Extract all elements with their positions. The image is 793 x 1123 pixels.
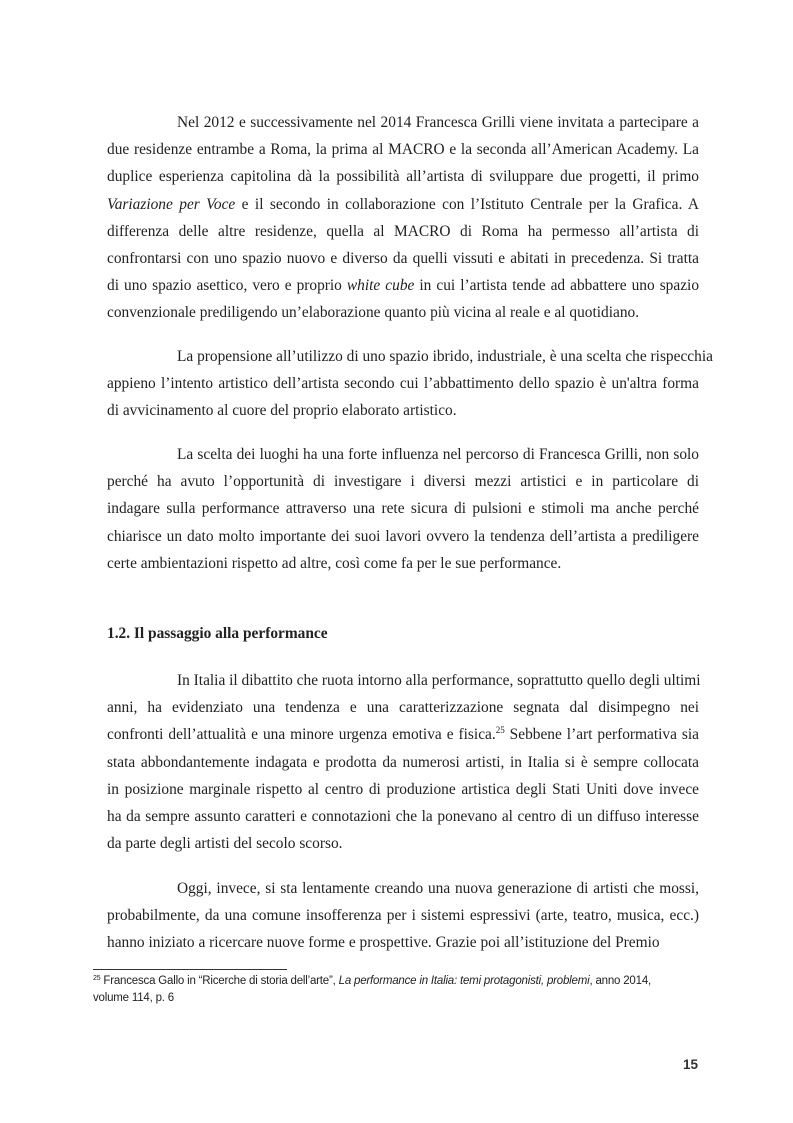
footnote-separator bbox=[93, 969, 287, 970]
paragraph-line: hanno iniziato a ricercare nuove forme e prospettive. Grazie poi all’istituzione del Premio bbox=[107, 934, 660, 952]
footnote-author: Francesca Gallo in “Ricerche di storia dell’arte”, bbox=[100, 975, 339, 987]
work-title-variazione: Variazione per Voce bbox=[107, 195, 236, 213]
footnote bbox=[93, 973, 693, 1007]
term-white-cube: white cube bbox=[346, 277, 415, 295]
paragraph-3 bbox=[107, 441, 699, 577]
paragraph-5 bbox=[107, 875, 699, 957]
section-heading: 1.2. Il passaggio alla performance bbox=[107, 625, 328, 642]
paragraph-line: La propensione all’utilizzo di uno spazio ibrido, industriale, è una scelta che rispecchia bbox=[177, 348, 713, 365]
paragraph-line: indagare sulla performance attraverso una rete sicura di pulsioni e stimoli ma anche perché bbox=[107, 500, 699, 518]
paragraph-line: Oggi, invece, si sta lentamente creando una nuova generazione di artisti che mossi, bbox=[177, 880, 699, 897]
paragraph-line: confrontarsi con uno spazio nuovo e diverso da quelli vissuti e abitati in precedenza. Si tratta bbox=[107, 250, 699, 268]
paragraph-line: da parte degli artisti del secolo scorso. bbox=[107, 835, 343, 853]
paragraph-1 bbox=[107, 109, 699, 327]
paragraph-line bbox=[107, 272, 699, 299]
paragraph-line: due residenze entrambe a Roma, la prima al MACRO e la seconda all’American Academy. La bbox=[107, 141, 699, 159]
footnote-details: , anno 2014, bbox=[589, 975, 652, 987]
paragraph-line: appieno l’intento artistico dell’artista secondo cui l’abbattimento dello spazio è un'altra forma bbox=[107, 375, 699, 393]
line-text: Sebbene l’art performativa sia bbox=[504, 726, 699, 744]
paragraph-line: in posizione marginale rispetto al centro di produzione artistica degli Stati Uniti dove invece bbox=[107, 780, 699, 798]
paragraph-line: differenza delle altre residenze, quella al MACRO di Roma ha permesso all’artista di bbox=[107, 222, 699, 240]
paragraph-line bbox=[107, 721, 699, 748]
paragraph-line bbox=[107, 191, 699, 218]
paragraph-line: chiarisce un dato molto importante dei suoi lavori ovvero la tendenza dell’artista a prediligere bbox=[107, 527, 699, 545]
footnote-reference[interactable]: 25 bbox=[495, 725, 505, 736]
paragraph-line: ha da sempre assunto caratteri e connotazioni che la ponevano al centro di un diffuso interesse bbox=[107, 808, 699, 826]
paragraph-line: convenzionale prediligendo un’elaborazione quanto più vicina al reale e al quotidiano. bbox=[107, 304, 640, 322]
line-text: e il secondo in collaborazione con l’Istituto Centrale per la Grafica. A bbox=[235, 195, 699, 213]
paragraph-line: di avvicinamento al cuore del proprio elaborato artistico. bbox=[107, 402, 457, 420]
footnote-line bbox=[93, 973, 693, 990]
paragraph-line: duplice esperienza capitolina dà la possibilità all’artista di sviluppare due progetti, il primo bbox=[107, 168, 699, 186]
footnote-line: volume 114, p. 6 bbox=[93, 992, 174, 1004]
paragraph-line: anni, ha evidenziato una tendenza e una caratterizzazione segnata dal disimpegno nei bbox=[107, 699, 699, 717]
page-number: 15 bbox=[683, 1057, 699, 1072]
paragraph-4 bbox=[107, 667, 699, 857]
footnote-title: La performance in Italia: temi protagonisti, problemi bbox=[338, 975, 590, 987]
paragraph-line: stata abbondantemente indagata e prodotta da numerosi artisti, in Italia si è sempre collocata bbox=[107, 753, 699, 771]
line-text: di uno spazio asettico, vero e proprio bbox=[107, 277, 347, 295]
paragraph-line: La scelta dei luoghi ha una forte influenza nel percorso di Francesca Grilli, non solo bbox=[177, 446, 699, 463]
paragraph-line: perché ha avuto l’opportunità di investigare i diversi mezzi artistici e in particolare di bbox=[107, 473, 699, 491]
paragraph-2 bbox=[107, 343, 713, 425]
paragraph-line: Nel 2012 e successivamente nel 2014 Francesca Grilli viene invitata a partecipare a bbox=[177, 114, 699, 131]
paragraph-line: probabilmente, da una comune insofferenza per i sistemi espressivi (arte, teatro, musica, ecc.) bbox=[107, 907, 699, 925]
footnote-marker: 25 bbox=[93, 975, 101, 982]
paragraph-line: In Italia il dibattito che ruota intorno alla performance, soprattutto quello degli ultimi bbox=[177, 672, 701, 689]
paragraph-line: certe ambientazioni rispetto ad altre, così come fa per le sue performance. bbox=[107, 554, 562, 572]
line-text: confronti dell’attualità e una minore urgenza emotiva e fisica. bbox=[107, 726, 496, 744]
line-text: in cui l’artista tende ad abbattere uno spazio bbox=[414, 277, 700, 295]
